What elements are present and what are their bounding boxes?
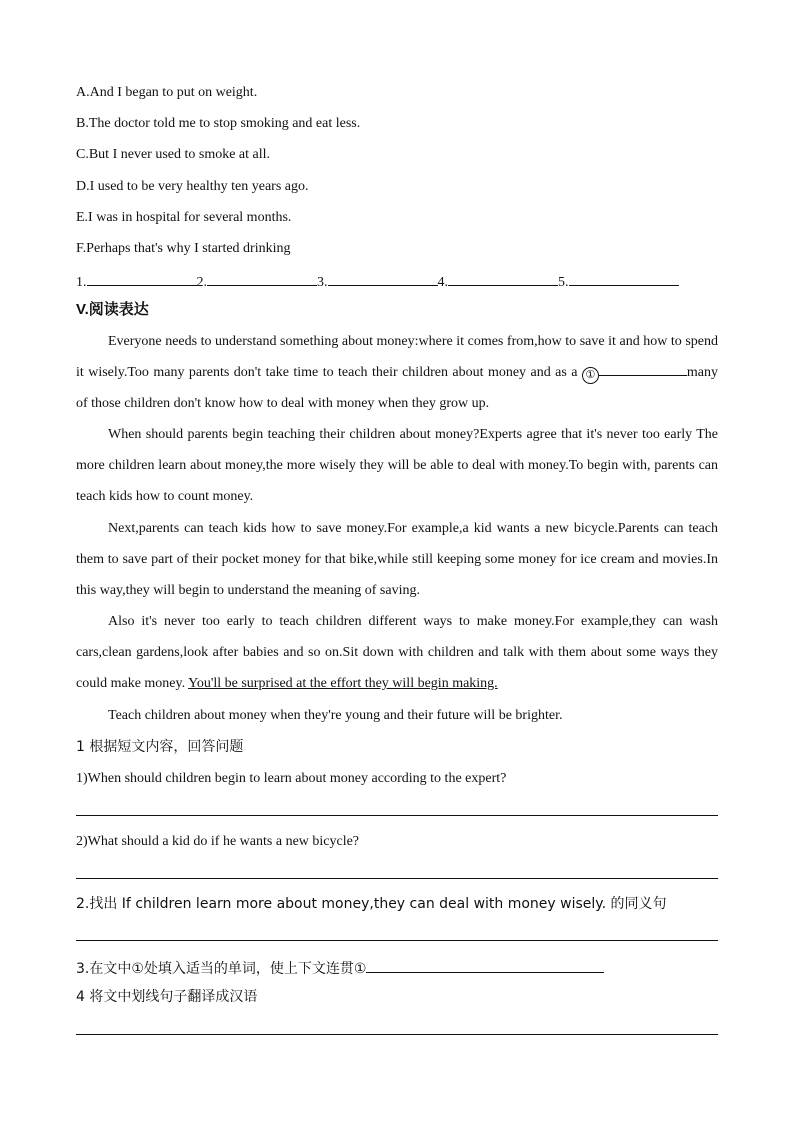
answer-number-1: 1. (76, 275, 87, 290)
answer-number-4: 4. (437, 275, 448, 290)
passage-paragraph-5: Teach children about money when they're young and their future will be brighter. (108, 708, 563, 723)
answer-line-q1-1[interactable] (76, 815, 718, 816)
option-e: E.I was in hospital for several months. (76, 210, 292, 225)
answer-number-3: 3. (317, 275, 328, 290)
answer-blank-3[interactable] (328, 271, 438, 286)
option-c: C.But I never used to smoke at all. (76, 147, 271, 162)
passage-paragraph-1 (76, 326, 718, 420)
question-1-title: 1 根据短文内容，回答问题 (76, 739, 244, 755)
question-3-text: 3.在文中①处填入适当的单词，使上下文连贯① (76, 961, 367, 977)
paragraph-4-text: Also it's never too early to teach children different ways to make money.For example,they can wash cars,clean gardens,look after babies and so on.Sit down with children and talk with them about some ways they could make money. (76, 614, 718, 692)
paragraph-1-text-a: Everyone needs to understand something about money:where it comes from,how to save it and how to spend it wisely.Too many parents don't take time to teach their children about money and as a (76, 334, 718, 381)
answer-blanks-row (76, 271, 679, 292)
passage-blank-1[interactable] (599, 361, 687, 376)
answer-blank-q3[interactable] (366, 958, 604, 973)
section-title: V.阅读表达 (76, 301, 149, 318)
circled-number-one: ① (582, 367, 599, 384)
passage-paragraph-3: Next,parents can teach kids how to save money.For example,a kid wants a new bicycle.Parents can teach them to save part of their pocket money for that bike,while still keeping some money for ice cream and movies.In this way,they will begin to understand the meaning of saving. (76, 521, 718, 599)
question-1-2: 2)What should a kid do if he wants a new bicycle? (76, 834, 360, 849)
option-a: A.And I began to put on weight. (76, 85, 258, 100)
passage-paragraph-2: When should parents begin teaching their children about money?Experts agree that it's never too early The more children learn about money,the more wisely they will be able to deal with money.To begin with, parents can teach kids how to count money. (76, 427, 718, 505)
option-d: D.I used to be very healthy ten years ago. (76, 179, 309, 194)
answer-line-q2[interactable] (76, 940, 718, 941)
underlined-sentence: You'll be surprised at the effort they will begin making. (188, 676, 498, 692)
paragraph-1-text-b: many of those children don't know how to deal with money when they grow up. (76, 365, 718, 412)
option-b: B.The doctor told me to stop smoking and eat less. (76, 116, 361, 131)
question-3 (76, 958, 604, 978)
passage-paragraph-4 (76, 606, 718, 700)
option-f: F.Perhaps that's why I started drinking (76, 241, 291, 256)
answer-blank-2[interactable] (207, 271, 317, 286)
answer-line-q1-2[interactable] (76, 878, 718, 879)
answer-number-5: 5. (558, 275, 569, 290)
question-4: 4 将文中划线句子翻译成汉语 (76, 989, 258, 1005)
answer-number-2: 2. (196, 275, 207, 290)
answer-line-q4[interactable] (76, 1034, 718, 1035)
question-1-1: 1)When should children begin to learn about money according to the expert? (76, 771, 507, 786)
answer-blank-5[interactable] (569, 271, 679, 286)
answer-blank-1[interactable] (87, 271, 197, 286)
question-2: 2.找出 If children learn more about money,they can deal with money wisely. 的同义句 (76, 896, 667, 912)
answer-blank-4[interactable] (448, 271, 558, 286)
